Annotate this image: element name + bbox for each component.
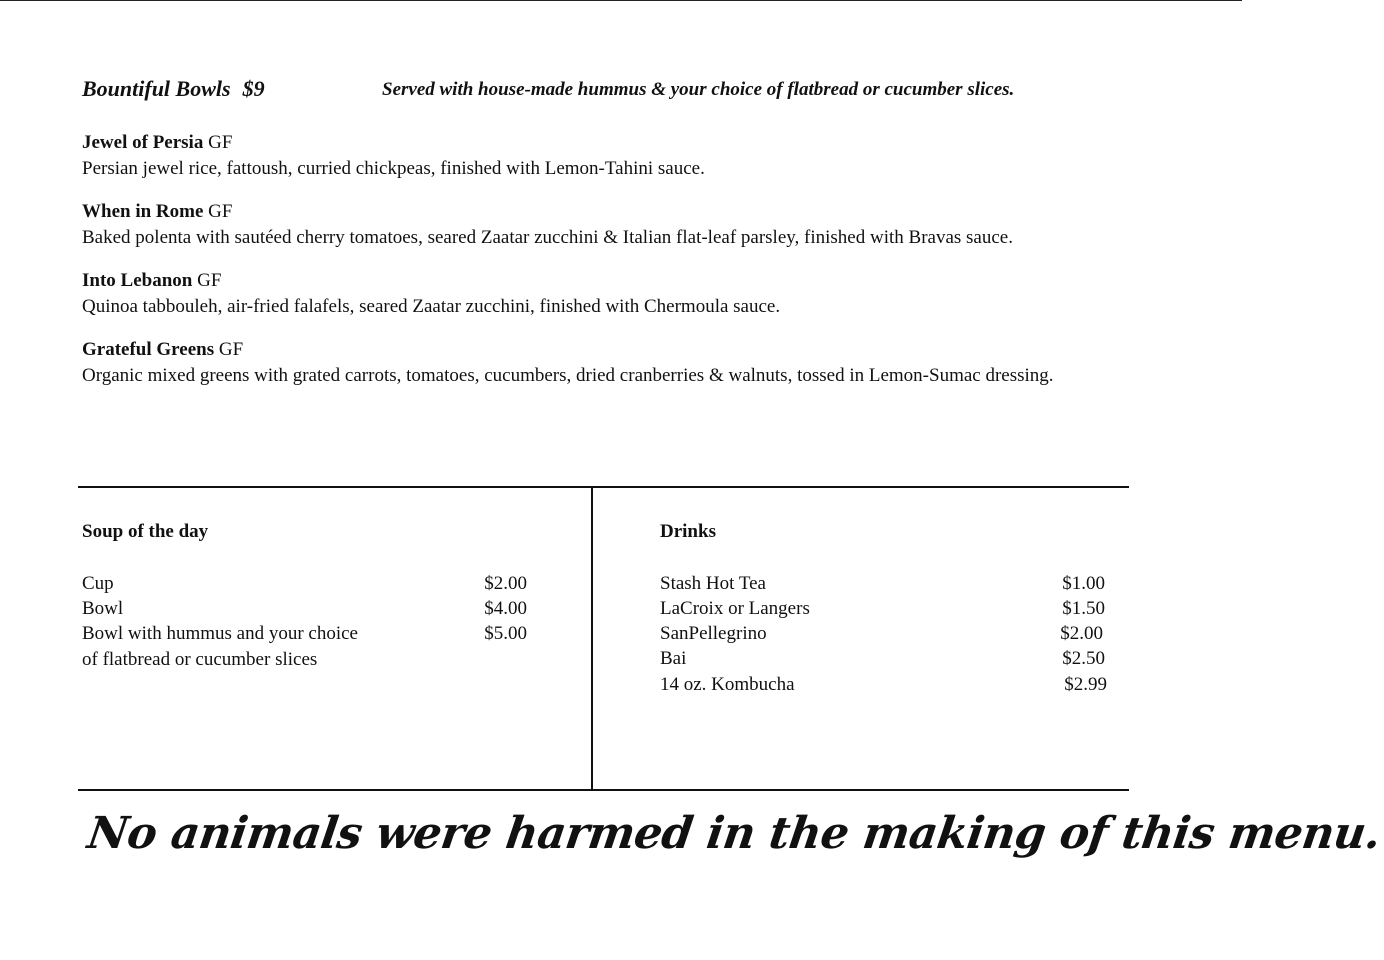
drink-item-price: $2.99 [1064, 674, 1107, 695]
menu-item [82, 268, 1132, 320]
item-name: Grateful Greens [82, 339, 215, 360]
menu-item [82, 337, 1132, 389]
section-note: Served with house-made hummus & your choice of flatbread or cucumber slices. [382, 79, 1015, 100]
drink-item-label: 14 oz. Kombucha [660, 674, 795, 695]
item-description: Organic mixed greens with grated carrots, tomatoes, cucumbers, dried cranberries & walnuts, tossed in Lemon-Sumac dressing. [82, 365, 1054, 386]
menu-item [82, 199, 1132, 251]
item-name: When in Rome [82, 201, 204, 222]
drink-item-price: $2.00 [1060, 623, 1103, 644]
section-title-text: Bountiful Bowls [82, 76, 231, 101]
soup-item-label: Bowl with hummus and your choice [82, 623, 358, 644]
divider-bottom [78, 789, 1129, 791]
item-description: Quinoa tabbouleh, air-fried falafels, seared Zaatar zucchini, finished with Chermoula sauce. [82, 296, 781, 317]
drink-item-price: $2.50 [1062, 648, 1105, 669]
soup-item-price: $2.00 [484, 573, 527, 594]
item-name: Into Lebanon [82, 270, 193, 291]
menu-item [82, 130, 1132, 182]
soup-title: Soup of the day [82, 521, 209, 542]
drink-item-price: $1.50 [1062, 598, 1105, 619]
soup-item-label: Bowl [82, 598, 124, 619]
bowls-list [82, 130, 1132, 406]
tagline: No animals were harmed in the making of this menu. [84, 808, 1384, 859]
top-border [0, 0, 1242, 1]
section-title [82, 76, 265, 102]
soup-item-price: $5.00 [484, 623, 527, 644]
item-name: Jewel of Persia [82, 132, 204, 153]
drink-item-label: SanPellegrino [660, 623, 767, 644]
divider-vertical [591, 487, 593, 790]
gluten-free-tag: GF [208, 132, 233, 153]
section-price: $9 [242, 76, 265, 101]
soup-item-label: of flatbread or cucumber slices [82, 649, 318, 670]
item-description: Persian jewel rice, fattoush, curried chickpeas, finished with Lemon-Tahini sauce. [82, 158, 705, 179]
soup-item-label: Cup [82, 573, 114, 594]
drink-item-label: Stash Hot Tea [660, 573, 766, 594]
drinks-title: Drinks [660, 521, 716, 542]
item-description: Baked polenta with sautéed cherry tomatoes, seared Zaatar zucchini & Italian flat-leaf parsley, finished with Bravas sauce. [82, 227, 1013, 248]
gluten-free-tag: GF [197, 270, 222, 291]
drink-item-price: $1.00 [1062, 573, 1105, 594]
gluten-free-tag: GF [218, 339, 244, 360]
gluten-free-tag: GF [208, 201, 233, 222]
drink-item-label: Bai [660, 648, 687, 669]
soup-item-price: $4.00 [484, 598, 527, 619]
divider-top [78, 486, 1129, 488]
bowls-section-header [82, 76, 1142, 106]
drink-item-label: LaCroix or Langers [660, 598, 810, 619]
